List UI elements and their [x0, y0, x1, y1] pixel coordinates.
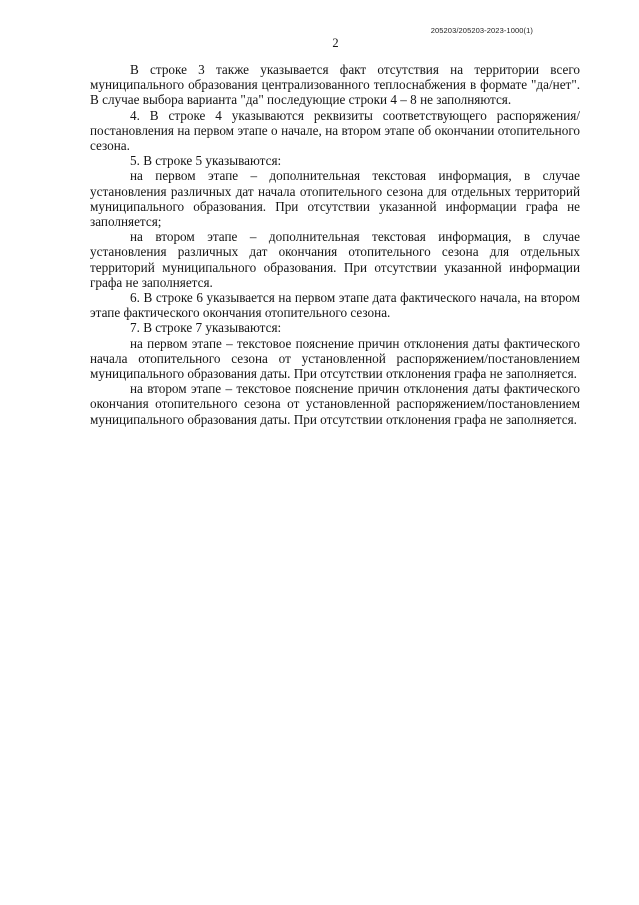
paragraph-row5-stage1: на первом этапе – дополнительная текстовая информация, в случае установления различных дат начала отопительного сезона для отдельных территорий муниципального образования. При отсутствии указанной информации графа не заполняется;	[90, 168, 580, 230]
paragraph-row5-stage2: на втором этапе – дополнительная текстовая информация, в случае установления различных дат окончания отопительного сезона для отдельных территорий муниципального образования. При отсутствии указанной информации графа не заполняется.	[90, 229, 580, 290]
page-number: 2	[332, 36, 339, 50]
paragraph-row5-heading: 5. В строке 5 указываются:	[130, 153, 282, 169]
paragraph-row7-stage1: на первом этапе – текстовое пояснение причин отклонения даты фактического начала отопительного сезона от установленной распоряжением/постановлением муниципального образования даты. При отсутствии отклонения графа не заполняется.	[90, 335, 580, 382]
document-id: 205203/205203-2023-1000(1)	[430, 26, 533, 35]
paragraph-row6: 6. В строке 6 указывается на первом этапе дата фактического начала, на втором этапе фактического окончания отопительного сезона.	[90, 290, 580, 321]
paragraph-row7-stage2: на втором этапе – текстовое пояснение причин отклонения даты фактического окончания отопительного сезона от установленной распоряжением/постановлением муниципального образования даты. При отсутствии отклонения графа не заполняется.	[90, 381, 580, 427]
paragraph-row7-heading: 7. В строке 7 указываются:	[130, 320, 282, 336]
paragraph-row4: 4. В строке 4 указываются реквизиты соответствующего распоряжения/постановления на первом этапе о начале, на втором этапе об окончании отопительного сезона.	[90, 107, 580, 154]
paragraph-row3-note: В строке 3 также указывается факт отсутствия на территории всего муниципального образования централизованного теплоснабжения в формате "да/нет". В случае выбора варианта "да" последующие строки 4 – 8 не заполняются.	[90, 62, 580, 108]
document-body	[90, 62, 580, 427]
